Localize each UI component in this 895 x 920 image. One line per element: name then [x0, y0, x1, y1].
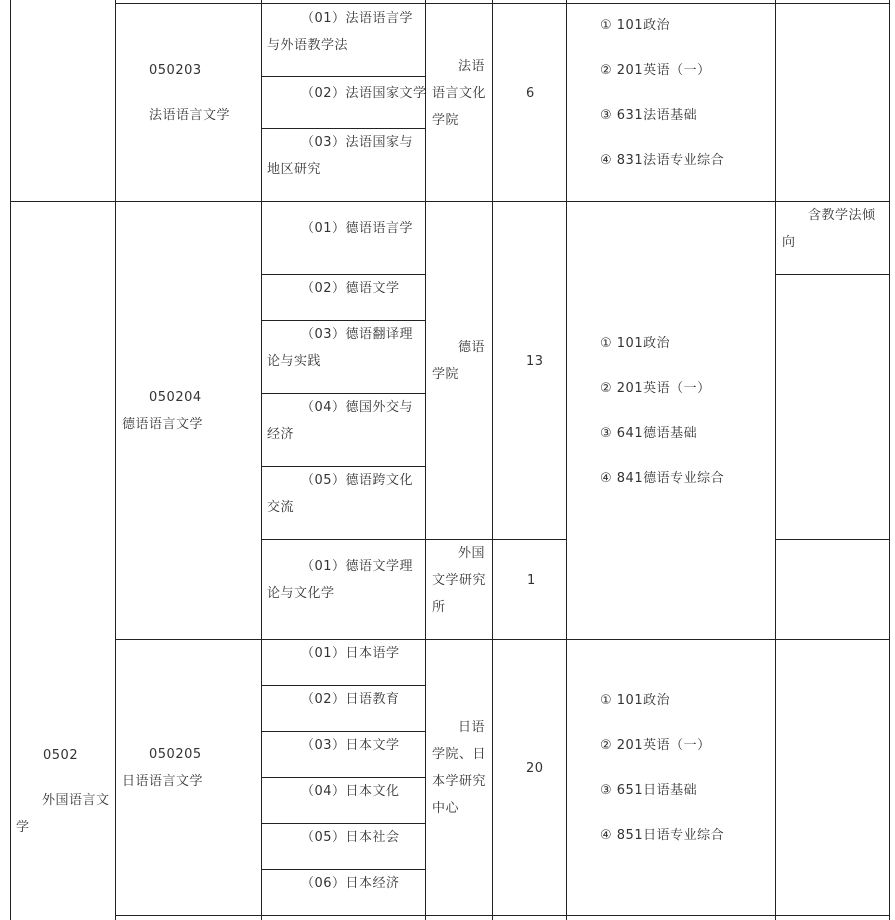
direction: （05）日本社会	[301, 830, 400, 845]
direction: （02）法语国家文学	[301, 86, 427, 101]
direction: （01）德语语言学	[301, 221, 414, 236]
direction: （02）德语文学	[301, 281, 400, 296]
major-code: 050203	[149, 63, 202, 78]
row-line	[261, 539, 566, 540]
exam-item: ② 201英语（一）	[600, 381, 711, 396]
exam-item: ② 201英语（一）	[600, 738, 711, 753]
department: 法语语言文化学院	[432, 59, 487, 128]
col-line-6	[775, 0, 776, 920]
row-line-section2-bottom	[115, 639, 890, 640]
exam-item: ④ 841德语专业综合	[600, 471, 725, 486]
col-line-1	[115, 0, 116, 920]
direction: （04）日本文化	[301, 784, 400, 799]
remark: 含教学法倾向	[782, 208, 876, 250]
col-line-5	[566, 0, 567, 920]
col-line-3	[425, 0, 426, 920]
exam-item: ② 201英语（一）	[600, 63, 711, 78]
col-line-4	[492, 0, 493, 920]
direction: （01）法语语言学与外语教学法	[267, 11, 414, 53]
direction: （03）法语国家与地区研究	[267, 135, 414, 177]
direction: （06）日本经济	[301, 876, 400, 891]
direction: （04）德国外交与经济	[267, 400, 414, 442]
enrollment: 13	[526, 354, 544, 369]
col-line-2	[261, 0, 262, 920]
major-code: 050205	[149, 747, 202, 762]
major-name: 法语语言文学	[149, 108, 231, 123]
discipline-code: 0502	[43, 748, 79, 763]
row-line-section1-bottom	[10, 201, 890, 202]
exam-item: ④ 851日语专业综合	[600, 828, 725, 843]
major-code: 050204	[149, 390, 202, 405]
department: 德语学院	[432, 340, 486, 382]
department: 日语学院、日本学研究中心	[432, 720, 487, 816]
row-line-top	[115, 3, 890, 4]
direction: （03）日本文学	[301, 738, 400, 753]
department: 外国文学研究所	[432, 546, 487, 615]
exam-item: ① 101政治	[600, 18, 671, 33]
direction: （05）德语跨文化交流	[267, 473, 414, 515]
row-line-section3-bottom	[115, 915, 890, 916]
enrollment: 6	[526, 86, 535, 101]
row-line	[775, 274, 890, 275]
col-line-7	[889, 0, 890, 920]
enrollment: 20	[526, 761, 544, 776]
direction: （02）日语教育	[301, 692, 400, 707]
exam-item: ③ 641德语基础	[600, 426, 698, 441]
major-name: 日语语言文学	[122, 774, 204, 789]
major-name: 德语语言文学	[122, 417, 204, 432]
direction: （01）德语文学理论与文化学	[267, 559, 414, 601]
discipline-name: 外国语言文学	[16, 793, 110, 835]
exam-item: ① 101政治	[600, 693, 671, 708]
direction: （03）德语翻译理论与实践	[267, 327, 414, 369]
row-line	[261, 76, 426, 77]
exam-item: ④ 831法语专业综合	[600, 153, 725, 168]
direction: （01）日本语学	[301, 646, 400, 661]
exam-item: ① 101政治	[600, 336, 671, 351]
exam-item: ③ 631法语基础	[600, 108, 698, 123]
enrollment: 1	[527, 573, 536, 588]
exam-item: ③ 651日语基础	[600, 783, 698, 798]
col-line-0	[10, 0, 11, 920]
row-line	[775, 539, 890, 540]
